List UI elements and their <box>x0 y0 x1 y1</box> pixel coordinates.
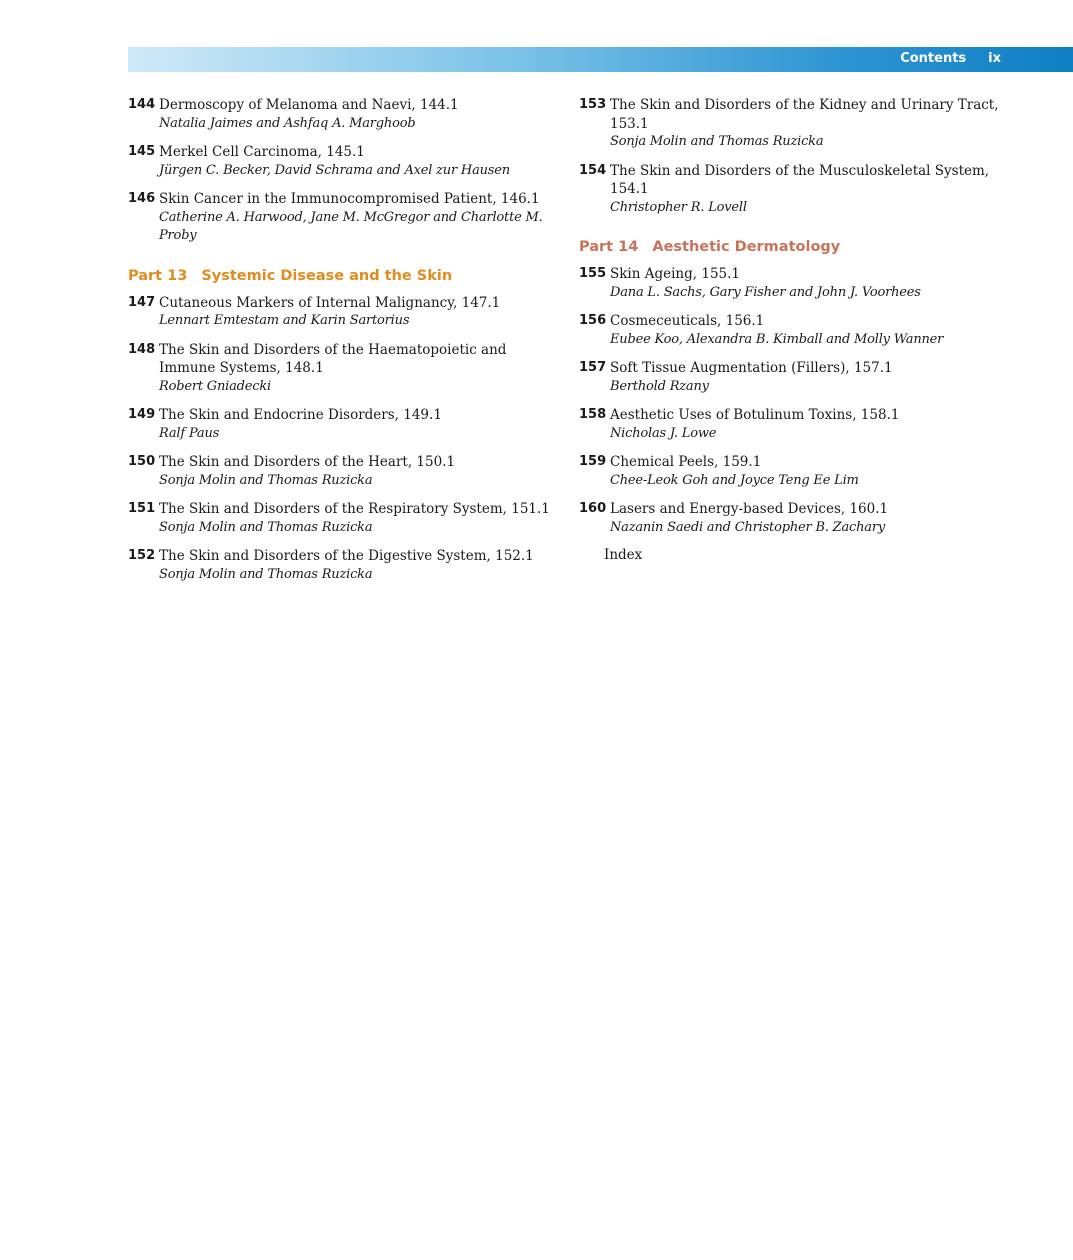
chapter-authors: Christopher R. Lovell <box>610 199 747 215</box>
toc-entry <box>128 190 558 246</box>
chapter-title: Cosmeceuticals, 156.1 <box>610 313 765 329</box>
entry-body <box>610 406 1019 443</box>
chapter-title: Dermoscopy of Melanoma and Naevi, 144.1 <box>159 97 459 113</box>
chapter-title: Chemical Peels, 159.1 <box>610 454 762 470</box>
toc-entry <box>579 265 1019 302</box>
chapter-title: Skin Ageing, 155.1 <box>610 266 740 282</box>
part-number: Part 14 <box>579 239 639 255</box>
chapter-title: Skin Cancer in the Immunocompromised Patient, 146.1 <box>159 191 540 207</box>
chapter-title: The Skin and Disorders of the Musculoskeletal System, 154.1 <box>610 162 990 197</box>
chapter-authors: Lennart Emtestam and Karin Sartorius <box>159 313 410 328</box>
chapter-authors: Robert Gniadecki <box>159 378 271 394</box>
chapter-number: 155 <box>579 266 607 281</box>
entry-body <box>610 96 1019 152</box>
chapter-number: 158 <box>579 407 607 422</box>
chapter-authors: Sonja Molin and Thomas Ruzicka <box>159 566 373 582</box>
chapter-title: The Skin and Disorders of the Respiratory System, 151.1 <box>159 501 550 517</box>
entry-body <box>159 294 558 331</box>
chapter-title: Merkel Cell Carcinoma, 145.1 <box>159 144 365 160</box>
chapter-number: 160 <box>579 501 607 516</box>
right-column <box>579 96 1019 563</box>
chapter-title: Aesthetic Uses of Botulinum Toxins, 158.1 <box>610 407 900 423</box>
chapter-authors: Ralf Paus <box>159 425 220 441</box>
chapter-number: 146 <box>128 191 156 206</box>
toc-entry <box>128 500 558 537</box>
entry-body <box>159 500 558 537</box>
header-section: Contents <box>900 51 967 66</box>
entry-body <box>159 453 558 490</box>
toc-entry <box>128 341 558 397</box>
toc-entry <box>128 547 558 584</box>
toc-list <box>579 96 1019 217</box>
entry-body <box>610 162 1019 218</box>
chapter-number: 145 <box>128 144 156 159</box>
chapter-authors: Eubee Koo, Alexandra B. Kimball and Molly Wanner <box>610 331 944 347</box>
part-title: Systemic Disease and the Skin <box>201 267 453 284</box>
toc-list <box>128 96 558 246</box>
left-column <box>128 96 558 594</box>
chapter-number: 151 <box>128 501 156 516</box>
chapter-number: 154 <box>579 162 607 178</box>
part-heading <box>579 239 1019 255</box>
chapter-title: The Skin and Disorders of the Kidney and Urinary Tract, 153.1 <box>610 97 999 132</box>
toc-entry <box>579 406 1019 443</box>
chapter-title: The Skin and Disorders of the Digestive System, 152.1 <box>159 548 534 564</box>
toc-entry <box>128 294 558 331</box>
toc-entry <box>579 359 1019 396</box>
toc-entry <box>128 143 558 180</box>
toc-entry <box>128 453 558 490</box>
chapter-authors: Chee-Leok Goh and Joyce Teng Ee Lim <box>610 472 859 488</box>
entry-body <box>610 453 1019 490</box>
chapter-title: Soft Tissue Augmentation (Fillers), 157.1 <box>610 360 893 376</box>
part-heading <box>128 268 558 284</box>
chapter-authors: Berthold Rzany <box>610 378 709 394</box>
chapter-authors: Sonja Molin and Thomas Ruzicka <box>610 134 824 149</box>
entry-body <box>159 341 558 397</box>
entry-body <box>610 500 1019 537</box>
header-page-number: ix <box>988 51 1001 66</box>
chapter-title: Lasers and Energy-based Devices, 160.1 <box>610 501 889 517</box>
chapter-authors: Natalia Jaimes and Ashfaq A. Marghoob <box>159 115 416 131</box>
chapter-number: 148 <box>128 341 156 357</box>
index-entry: Index <box>604 547 643 563</box>
chapter-authors: Sonja Molin and Thomas Ruzicka <box>159 519 373 535</box>
chapter-number: 147 <box>128 294 156 310</box>
toc-list <box>128 294 558 585</box>
entry-body <box>159 143 558 180</box>
entry-body <box>610 312 1019 349</box>
toc-entry <box>579 500 1019 537</box>
chapter-number: 159 <box>579 454 607 469</box>
chapter-title: The Skin and Disorders of the Haematopoietic and Immune Systems, 148.1 <box>159 341 507 376</box>
toc-entry <box>579 312 1019 349</box>
toc-entry <box>579 96 1019 152</box>
chapter-number: 153 <box>579 97 607 112</box>
chapter-number: 156 <box>579 313 607 328</box>
chapter-authors: Catherine A. Harwood, Jane M. McGregor and Charlotte M. Proby <box>159 209 543 243</box>
entry-body <box>159 547 558 584</box>
chapter-title: Cutaneous Markers of Internal Malignancy, 147.1 <box>159 294 501 311</box>
chapter-number: 152 <box>128 548 156 563</box>
chapter-title: The Skin and Endocrine Disorders, 149.1 <box>159 407 442 423</box>
entry-body <box>610 265 1019 302</box>
entry-body <box>159 96 558 133</box>
chapter-title: The Skin and Disorders of the Heart, 150.1 <box>159 454 456 470</box>
toc-entry <box>579 453 1019 490</box>
chapter-authors: Sonja Molin and Thomas Ruzicka <box>159 472 373 488</box>
entry-body <box>610 359 1019 396</box>
chapter-number: 149 <box>128 407 156 422</box>
toc-entry <box>128 406 558 443</box>
part-title: Aesthetic Dermatology <box>652 239 841 255</box>
chapter-number: 150 <box>128 454 156 469</box>
chapter-authors: Nazanin Saedi and Christopher B. Zachary <box>610 519 886 535</box>
chapter-number: 157 <box>579 360 607 375</box>
toc-entry <box>579 162 1019 218</box>
part-number: Part 13 <box>128 267 188 284</box>
chapter-authors: Nicholas J. Lowe <box>610 425 717 441</box>
running-header <box>900 51 1001 66</box>
toc-list <box>579 265 1019 537</box>
entry-body <box>159 406 558 443</box>
toc-entry <box>128 96 558 133</box>
chapter-number: 144 <box>128 97 156 112</box>
entry-body <box>159 190 558 246</box>
chapter-authors: Dana L. Sachs, Gary Fisher and John J. Voorhees <box>610 284 921 300</box>
chapter-authors: Jürgen C. Becker, David Schrama and Axel zur Hausen <box>159 162 510 178</box>
